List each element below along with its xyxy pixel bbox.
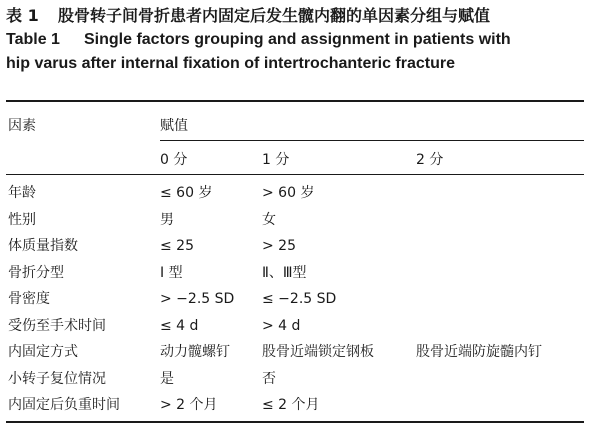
header-assign: 赋值 bbox=[160, 118, 188, 134]
row-factor: 体质量指数 bbox=[8, 238, 78, 254]
header-value-0: 0 分 bbox=[160, 152, 188, 168]
row-factor: 年龄 bbox=[8, 185, 36, 201]
caption-en-text-1: Single factors grouping and assignment in patients with bbox=[84, 31, 511, 48]
caption-cn-text: 股骨转子间骨折患者内固定后发生髋内翻的单因素分组与赋值 bbox=[58, 6, 491, 25]
table-header-rule bbox=[6, 174, 584, 175]
row-v0: 是 bbox=[160, 371, 174, 387]
row-factor: 性别 bbox=[8, 212, 36, 228]
row-v1: Ⅱ、Ⅲ型 bbox=[262, 265, 307, 281]
row-factor: 内固定后负重时间 bbox=[8, 397, 120, 413]
header-factor: 因素 bbox=[8, 118, 36, 134]
row-v1: > 60 岁 bbox=[262, 185, 315, 201]
row-factor: 受伤至手术时间 bbox=[8, 318, 106, 334]
row-v0: > 2 个月 bbox=[160, 397, 218, 413]
caption-en-text-2: hip varus after internal fixation of intertrochanteric fracture bbox=[6, 55, 455, 72]
caption-en-label: Table 1 bbox=[6, 31, 60, 48]
header-value-2: 2 分 bbox=[416, 152, 444, 168]
row-v1: ≤ 2 个月 bbox=[262, 397, 320, 413]
row-factor: 内固定方式 bbox=[8, 344, 78, 360]
table-bottom-rule bbox=[6, 421, 584, 423]
caption-english-line2 bbox=[6, 52, 601, 76]
table-caption bbox=[6, 4, 601, 76]
row-v0: Ⅰ 型 bbox=[160, 265, 183, 281]
row-factor: 骨折分型 bbox=[8, 265, 64, 281]
row-v1: 否 bbox=[262, 371, 276, 387]
row-v0: 动力髋螺钉 bbox=[160, 344, 230, 360]
row-factor: 小转子复位情况 bbox=[8, 371, 106, 387]
row-v1: > 4 d bbox=[262, 318, 301, 334]
table-top-rule bbox=[6, 100, 584, 102]
row-v1: 股骨近端锁定钢板 bbox=[262, 344, 374, 360]
row-v0: > −2.5 SD bbox=[160, 291, 235, 307]
header-value-1: 1 分 bbox=[262, 152, 290, 168]
caption-cn-label: 表 1 bbox=[6, 6, 39, 25]
row-v0: 男 bbox=[160, 212, 174, 228]
row-v1: > 25 bbox=[262, 238, 296, 254]
row-v2: 股骨近端防旋髓内钉 bbox=[416, 344, 542, 360]
row-v0: ≤ 25 bbox=[160, 238, 194, 254]
row-v1: 女 bbox=[262, 212, 276, 228]
row-v1: ≤ −2.5 SD bbox=[262, 291, 337, 307]
row-v0: ≤ 60 岁 bbox=[160, 185, 213, 201]
row-v0: ≤ 4 d bbox=[160, 318, 199, 334]
caption-chinese bbox=[6, 4, 601, 28]
row-factor: 骨密度 bbox=[8, 291, 50, 307]
table-sub-rule bbox=[160, 140, 584, 141]
caption-english-line1 bbox=[6, 28, 601, 52]
